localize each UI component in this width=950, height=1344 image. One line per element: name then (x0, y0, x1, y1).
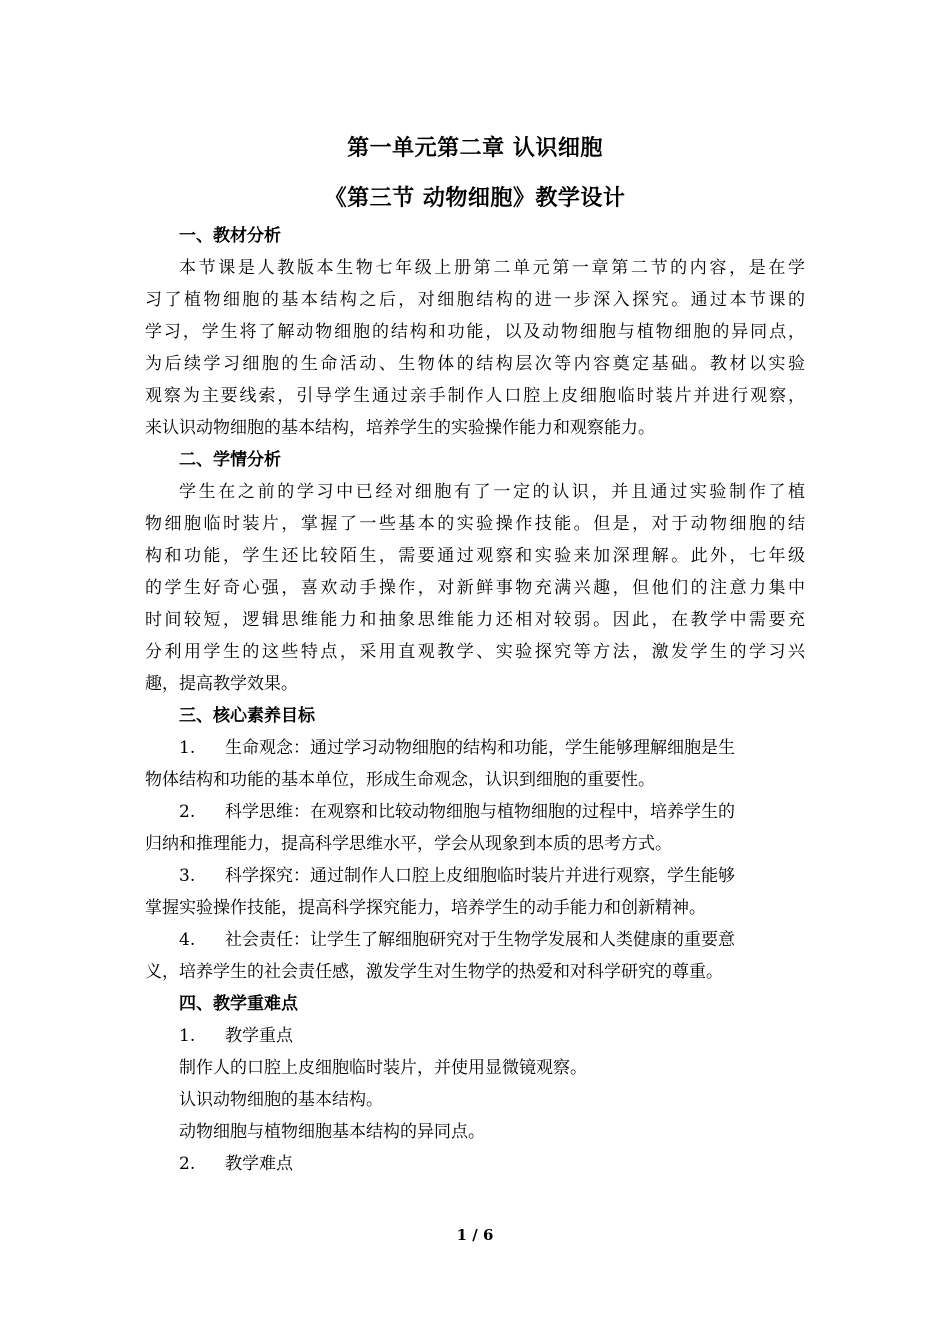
paragraph-line: 学习，学生将了解动物细胞的结构和功能，以及动物细胞与植物细胞的异同点， (145, 322, 805, 342)
subsection-number: 2. (179, 1154, 196, 1174)
page-number: 1 / 6 (456, 1226, 494, 1244)
key-point-item: 动物细胞与植物细胞基本结构的异同点。 (179, 1122, 485, 1142)
goal-item-second-line: 掌握实验操作技能，提高科学探究能力，培养学生的动手能力和创新精神。 (145, 898, 706, 918)
goal-number: 1. (179, 738, 196, 758)
paragraph-line: 观察为主要线索，引导学生通过亲手制作人口腔上皮细胞临时装片并进行观察， (145, 386, 805, 406)
document-title-section: 《第三节 动物细胞》教学设计 (324, 185, 626, 211)
paragraph-line: 来认识动物细胞的基本结构，培养学生的实验操作能力和观察能力。 (145, 418, 655, 438)
paragraph-line: 学生在之前的学习中已经对细胞有了一定的认识，并且通过实验制作了植 (179, 482, 805, 502)
subsection-label: 教学重点 (225, 1026, 293, 1046)
paragraph-line: 分利用学生的这些特点，采用直观教学、实验探究等方法，激发学生的学习兴 (145, 642, 805, 662)
goal-number: 3. (179, 866, 196, 886)
subsection-label: 教学难点 (225, 1154, 293, 1174)
section-heading-key-difficult-points: 四、教学重难点 (179, 994, 298, 1014)
paragraph-line: 的学生好奇心强，喜欢动手操作，对新鲜事物充满兴趣，但他们的注意力集中 (145, 578, 805, 598)
paragraph-line: 趣，提高教学效果。 (145, 674, 298, 694)
paragraph-line: 物细胞临时装片，掌握了一些基本的实验操作技能。但是，对于动物细胞的结 (145, 514, 805, 534)
subsection-key-points (145, 1020, 805, 1052)
paragraph-line: 构和功能，学生还比较陌生，需要通过观察和实验来加深理解。此外，七年级 (145, 546, 805, 566)
goal-item-first-line (145, 732, 805, 764)
document-title-chapter: 第一单元第二章 认识细胞 (347, 135, 603, 161)
goal-number: 2. (179, 802, 196, 822)
goal-item-second-line: 物体结构和功能的基本单位，形成生命观念，认识到细胞的重要性。 (145, 770, 655, 790)
goal-text: 生命观念：通过学习动物细胞的结构和功能，学生能够理解细胞是生 (225, 738, 735, 758)
paragraph-line: 时间较短，逻辑思维能力和抽象思维能力还相对较弱。因此，在教学中需要充 (145, 610, 805, 630)
paragraph-line: 本节课是人教版本生物七年级上册第二单元第一章第二节的内容，是在学 (179, 258, 805, 278)
section-heading-textbook-analysis: 一、教材分析 (179, 226, 281, 246)
goal-item-first-line (145, 924, 805, 956)
key-point-item: 制作人的口腔上皮细胞临时装片，并使用显微镜观察。 (179, 1058, 587, 1078)
subsection-difficult-points (145, 1148, 805, 1180)
subsection-number: 1. (179, 1026, 196, 1046)
key-point-item: 认识动物细胞的基本结构。 (179, 1090, 383, 1110)
goal-item-second-line: 归纳和推理能力，提高科学思维水平，学会从现象到本质的思考方式。 (145, 834, 672, 854)
goal-item-first-line (145, 796, 805, 828)
document-body (145, 220, 805, 1180)
section-heading-core-goals: 三、核心素养目标 (179, 706, 315, 726)
goal-text: 科学思维：在观察和比较动物细胞与植物细胞的过程中，培养学生的 (225, 802, 735, 822)
goal-text: 科学探究：通过制作人口腔上皮细胞临时装片并进行观察，学生能够 (225, 866, 735, 886)
paragraph-line: 习了植物细胞的基本结构之后，对细胞结构的进一步深入探究。通过本节课的 (145, 290, 805, 310)
section-heading-student-analysis: 二、学情分析 (179, 450, 281, 470)
paragraph-line: 为后续学习细胞的生命活动、生物体的结构层次等内容奠定基础。教材以实验 (145, 354, 805, 374)
goal-item-second-line: 义，培养学生的社会责任感，激发学生对生物学的热爱和对科学研究的尊重。 (145, 962, 723, 982)
goal-text: 社会责任：让学生了解细胞研究对于生物学发展和人类健康的重要意 (225, 930, 735, 950)
goal-number: 4. (179, 930, 196, 950)
goal-item-first-line (145, 860, 805, 892)
